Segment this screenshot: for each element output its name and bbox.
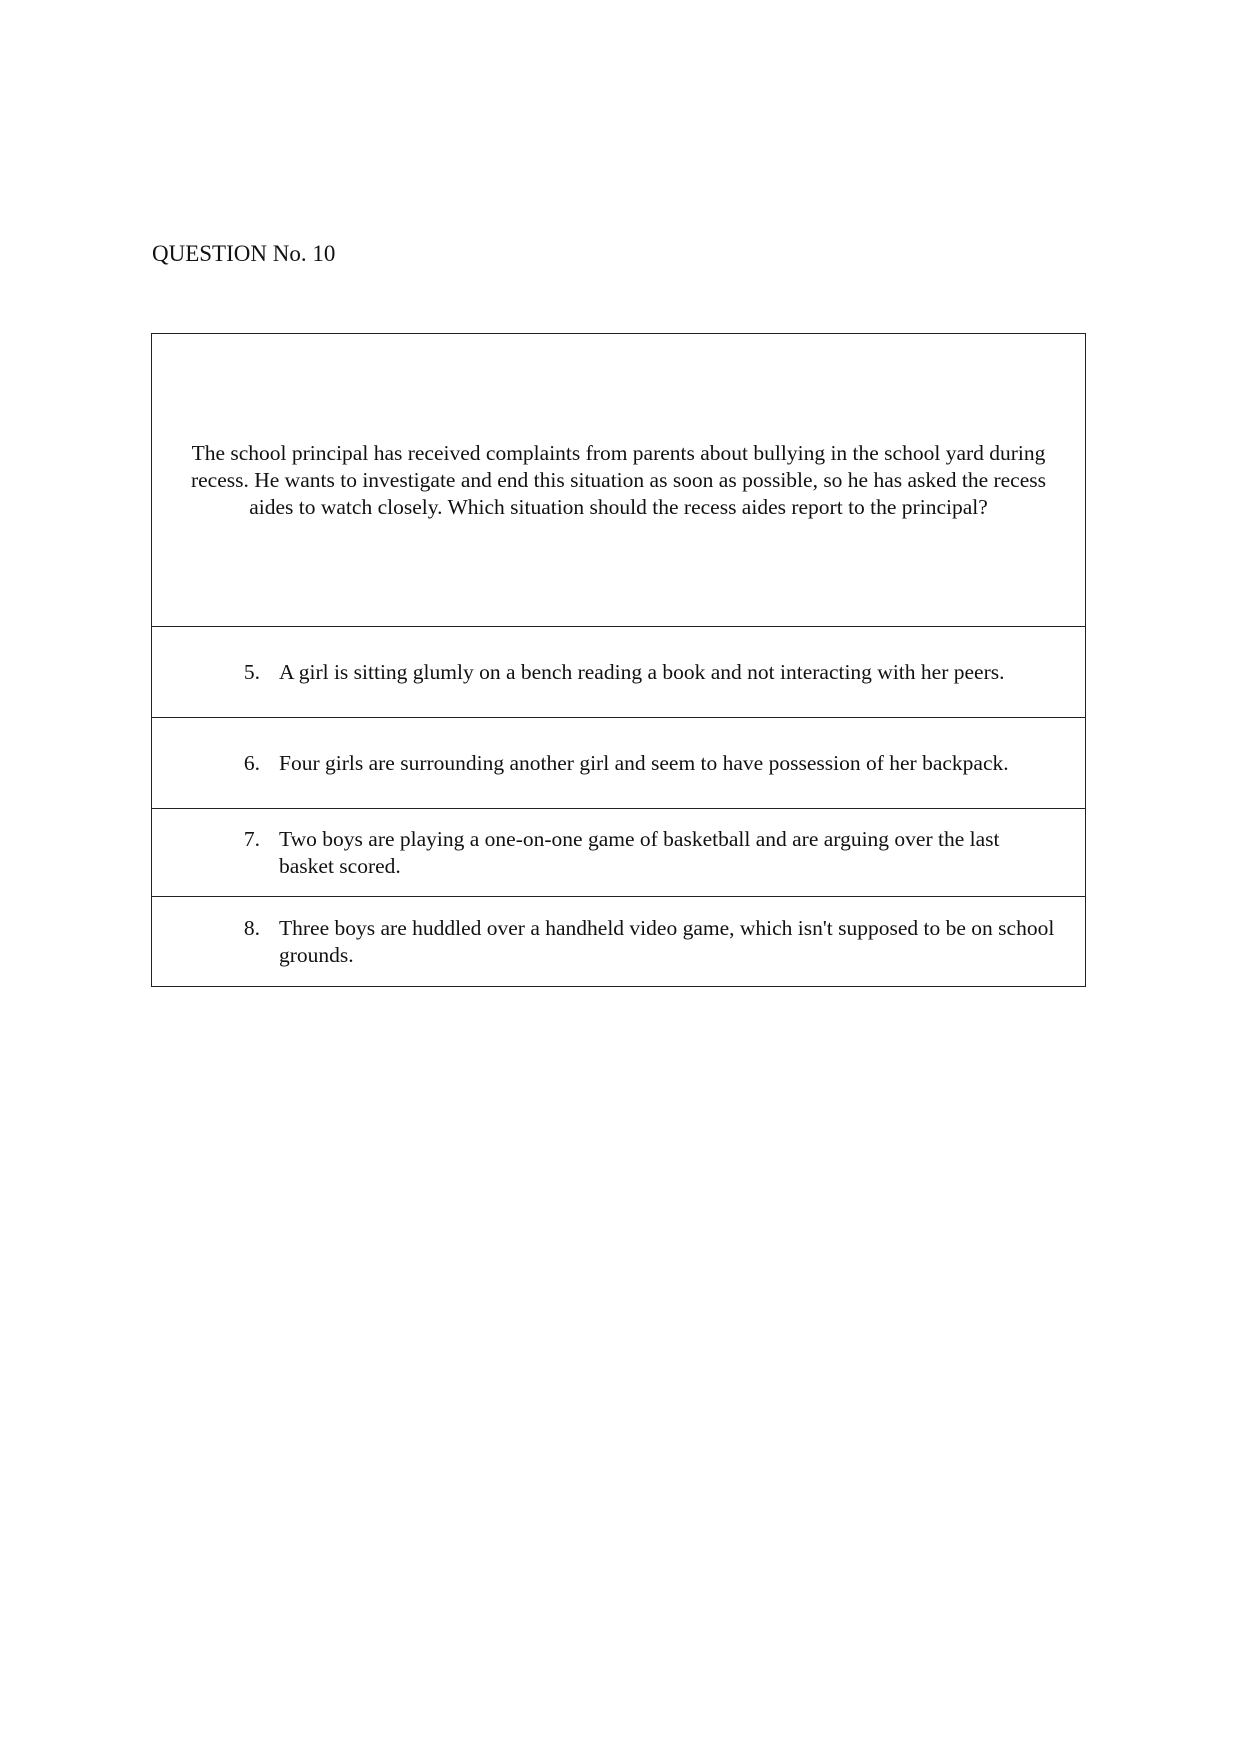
question-stem: The school principal has received complaints from parents about bullying in the school yard during recess. He wants to investigate and end this situation as soon as possible, so he has asked the recess aides to watch closely. Which situation should the recess aides report to the principal? <box>190 440 1047 519</box>
option-text: A girl is sitting glumly on a bench reading a book and not interacting with her peers. <box>279 659 1005 684</box>
answer-option-5[interactable] <box>152 627 1085 718</box>
option-number: 7. <box>243 826 260 851</box>
option-number: 8. <box>243 915 260 940</box>
option-text: Three boys are huddled over a handheld video game, which isn't supposed to be on school grounds. <box>279 915 1055 967</box>
option-number: 6. <box>243 750 260 775</box>
question-table <box>151 333 1086 987</box>
answer-option-6[interactable] <box>152 718 1085 809</box>
option-text: Four girls are surrounding another girl and seem to have possession of her backpack. <box>279 750 1009 775</box>
option-text: Two boys are playing a one-on-one game of basketball and are arguing over the last basket scored. <box>279 826 1000 878</box>
answer-option-7[interactable] <box>152 809 1085 897</box>
option-number: 5. <box>243 659 260 684</box>
question-heading: QUESTION No. 10 <box>152 241 336 266</box>
answer-option-8[interactable] <box>152 897 1085 986</box>
question-stem-cell <box>152 334 1085 627</box>
